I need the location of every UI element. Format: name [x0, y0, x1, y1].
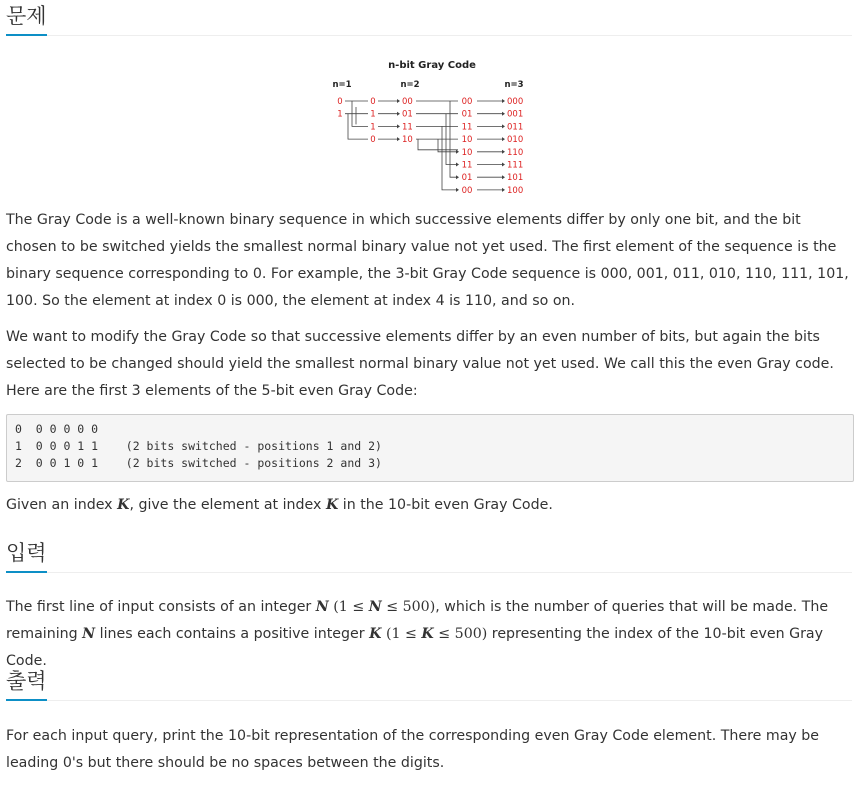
- input-paragraph: [6, 594, 854, 675]
- n3-value: 010: [507, 135, 524, 146]
- n2-copy-value: 01: [461, 173, 473, 184]
- arrow-head: [456, 163, 459, 167]
- n2-value: 10: [402, 135, 413, 146]
- n3-value: 100: [507, 185, 524, 196]
- n3-value: 111: [507, 160, 524, 171]
- var-k: K: [369, 626, 382, 642]
- n2-value: 01: [402, 109, 413, 120]
- n2-copy-value: 00: [461, 97, 473, 107]
- n2-value: 11: [402, 122, 413, 133]
- n2-copy-value: 01: [461, 109, 473, 120]
- output-title: 출력: [6, 667, 47, 701]
- var-k: K: [117, 497, 130, 513]
- n3-value: 011: [507, 122, 524, 133]
- n1-copy-value: 1: [370, 122, 376, 133]
- problem-title: 문제: [6, 2, 47, 36]
- figure-header: n=2: [400, 80, 420, 90]
- arrow-head: [397, 137, 400, 141]
- n2-copy-value: 00: [461, 185, 473, 196]
- arrow-head: [502, 188, 505, 192]
- arrow-head: [397, 99, 400, 103]
- var-n: N: [315, 599, 329, 615]
- input-text-b: , which is the number of queries that will be made. The remaining: [6, 599, 829, 642]
- arrow-head: [502, 112, 505, 116]
- problem-paragraph-2: We want to modify the Gray Code so that successive elements differ by an even number of bits, but again the bits selected to be changed should yield the smallest normal binary value not yet used. We call this the even Gray code. Here are the first 3 elements of the 5-bit even Gray Code:: [6, 329, 834, 399]
- input-section-header: [6, 539, 852, 573]
- range-close: ≤ 500): [433, 626, 488, 642]
- arrow-head: [397, 112, 400, 116]
- var-n: N: [368, 599, 382, 615]
- output-section-header: [6, 667, 852, 701]
- input-title: 입력: [6, 539, 47, 573]
- n2-value: 00: [402, 97, 413, 107]
- p3-text-a: Given an index: [6, 497, 118, 513]
- arrow-head: [456, 175, 459, 179]
- n1-value: 1: [337, 109, 343, 120]
- problem-paragraph-3: [6, 492, 854, 519]
- input-text-a: The first line of input consists of an integer: [6, 599, 316, 615]
- n1-copy-value: 0: [370, 135, 376, 146]
- input-text-c: lines each contains a positive integer: [95, 626, 370, 642]
- arrow-head: [397, 124, 400, 128]
- p3-text-c: in the 10-bit even Gray Code.: [338, 497, 553, 513]
- n1-copy-value: 0: [370, 97, 376, 107]
- range-open: (1 ≤: [381, 626, 422, 642]
- arrow-head: [502, 137, 505, 141]
- problem-paragraph-1: The Gray Code is a well-known binary sequence in which successive elements differ by only one bit, and the bit chosen to be switched yields the smallest normal binary value not yet used. The first element of the sequence is the binary sequence corresponding to 0. For example, the 3-bit Gray Code sequence is 000, 001, 011, 010, 110, 111, 101, 100. So the element at index 0 is 000, the element at index 4 is 110, and so on.: [6, 212, 849, 309]
- n1-value: 0: [337, 97, 343, 107]
- arrow-head: [502, 99, 505, 103]
- arrow-head: [502, 124, 505, 128]
- range-open: (1 ≤: [328, 599, 369, 615]
- arrow-head: [502, 175, 505, 179]
- range-close: ≤ 500): [381, 599, 436, 615]
- arrow-head: [502, 163, 505, 167]
- input-text-d: representing the index of the 10-bit even Gray Code.: [6, 626, 823, 669]
- arrow-head: [456, 188, 459, 192]
- n3-value: 101: [507, 173, 524, 184]
- figure-header: n=3: [504, 80, 524, 90]
- output-paragraph: For each input query, print the 10-bit representation of the corresponding even Gray Code element. There may be leading 0's but there should be no spaces between the digits.: [6, 728, 820, 771]
- var-k: K: [421, 626, 434, 642]
- n2-copy-value: 11: [461, 122, 473, 133]
- var-k: K: [325, 497, 339, 513]
- p3-text-b: , give the element at index: [129, 497, 326, 513]
- n2-copy-value: 11: [461, 160, 473, 171]
- figure-header: n=1: [332, 80, 352, 90]
- n3-value: 110: [507, 147, 524, 158]
- n3-value: 000: [507, 97, 524, 107]
- even-gray-code-example: 0 0 0 0 0 0 1 0 0 0 1 1 (2 bits switched - positions 1 and 2) 2 0 0 1 0 1 (2 bits switched - positions 2 and 3): [6, 414, 854, 482]
- n2-copy-value: 10: [461, 147, 473, 158]
- var-n: N: [82, 626, 96, 642]
- n3-value: 001: [507, 109, 524, 120]
- figure-title: n-bit Gray Code: [388, 60, 476, 71]
- n2-copy-value: 10: [461, 135, 473, 146]
- gray-code-figure: [0, 0, 868, 200]
- arrow-head: [456, 150, 459, 154]
- n1-copy-value: 1: [370, 109, 376, 120]
- arrow-head: [502, 150, 505, 154]
